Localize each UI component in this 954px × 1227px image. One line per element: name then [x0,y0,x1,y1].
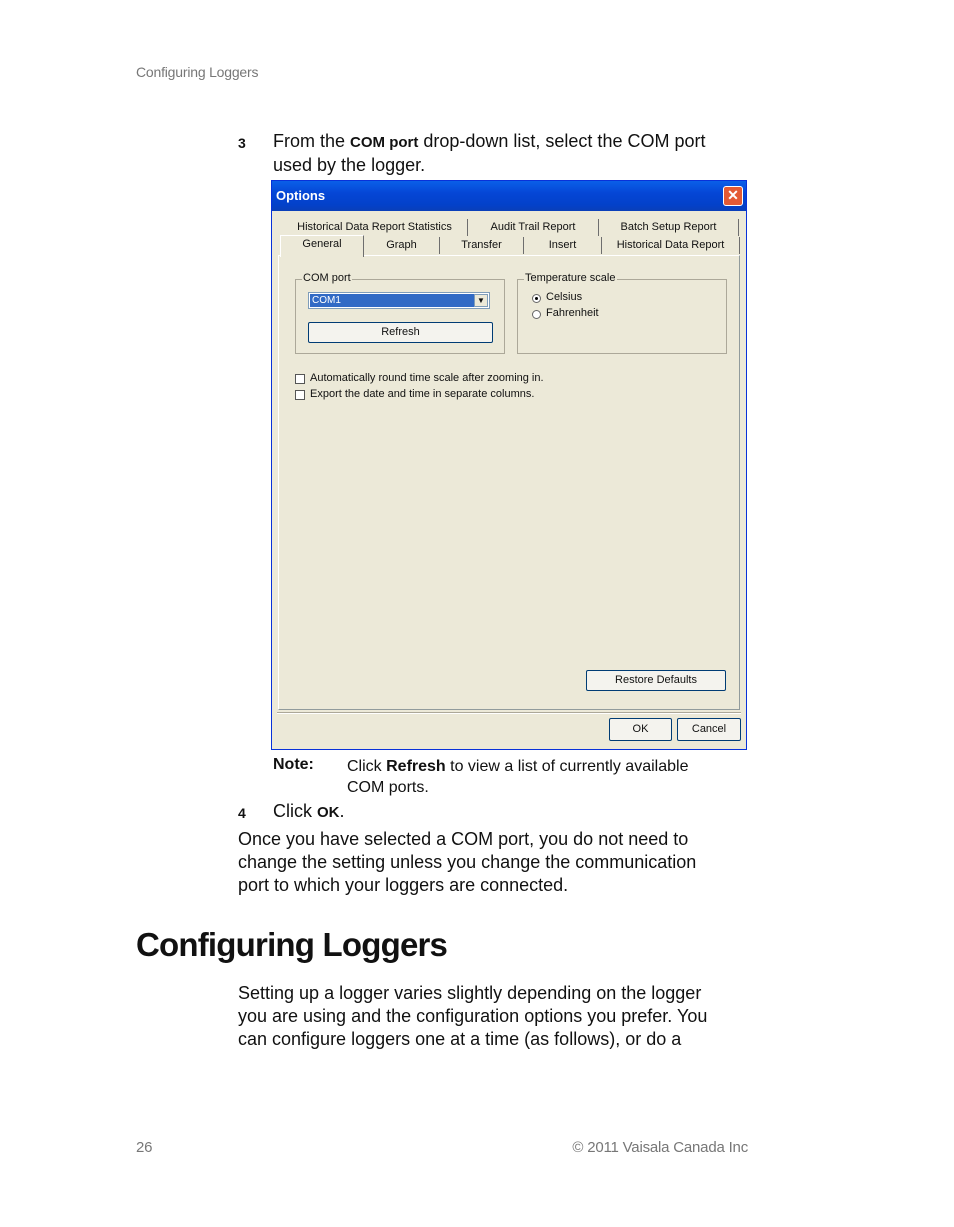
paragraph-1 [238,828,798,897]
tab-audit-trail-report[interactable]: Audit Trail Report [468,219,599,236]
ok-term: OK [317,804,340,821]
temperature-scale-group [517,272,727,354]
note-label: Note: [273,756,314,773]
page-number: 26 [136,1139,153,1156]
fahrenheit-radio[interactable] [532,310,541,319]
general-tab-panel [278,255,740,710]
step-3-text [273,130,753,177]
tab-batch-setup-report[interactable]: Batch Setup Report [599,219,739,236]
com-port-term: COM port [350,134,419,151]
step-number: 4 [238,805,246,821]
tab-historical-data-report[interactable]: Historical Data Report [602,237,740,254]
dialog-separator [277,712,741,714]
com-port-selected: COM1 [310,294,474,307]
step-4-text-after: . [339,801,345,821]
section-heading: Configuring Loggers [136,926,448,963]
step-3-text-after: drop-down list, select the COM port [418,131,706,151]
dialog-titlebar[interactable] [272,181,746,211]
celsius-label: Celsius [546,291,583,303]
tab-insert[interactable]: Insert [524,237,602,254]
paragraph-2-line: can configure loggers one at a time (as follows), or do a [238,1029,682,1049]
paragraph-2-line: Setting up a logger varies slightly depending on the logger [238,983,702,1003]
chevron-down-icon[interactable]: ▼ [474,294,488,307]
com-port-group [295,272,505,354]
export-separate-label: Export the date and time in separate columns. [310,388,535,400]
com-port-dropdown[interactable] [308,292,490,309]
paragraph-2 [238,982,818,1051]
running-head: Configuring Loggers [136,64,259,80]
paragraph-1-line: port to which your loggers are connected. [238,875,569,895]
ok-button[interactable]: OK [609,718,672,741]
refresh-term: Refresh [386,758,446,775]
dialog-title: Options [276,188,326,203]
step-3-text-before: From the [273,131,351,151]
paragraph-1-line: change the setting unless you change the communication [238,852,697,872]
tab-graph[interactable]: Graph [364,237,440,254]
note-line2: COM ports. [347,779,429,796]
export-separate-checkbox[interactable] [295,390,305,400]
note-text [347,756,767,798]
step-4-text-before: Click [273,801,317,821]
restore-defaults-button[interactable]: Restore Defaults [586,670,726,691]
copyright: © 2011 Vaisala Canada Inc [572,1139,748,1156]
paragraph-1-line: Once you have selected a COM port, you do not need to [238,829,689,849]
options-dialog [271,180,747,750]
celsius-radio[interactable] [532,294,541,303]
fahrenheit-label: Fahrenheit [546,307,599,319]
refresh-button[interactable]: Refresh [308,322,493,343]
auto-round-label: Automatically round time scale after zooming in. [310,372,544,384]
tab-general[interactable]: General [280,235,364,257]
step-4-text [273,800,345,824]
note-text-after: to view a list of currently available [445,758,689,775]
tab-historical-data-report-statistics[interactable]: Historical Data Report Statistics [282,219,468,236]
paragraph-2-line: you are using and the configuration options you prefer. You [238,1006,708,1026]
step-number: 3 [238,135,246,151]
cancel-button[interactable]: Cancel [677,718,741,741]
step-3-line2: used by the logger. [273,155,426,175]
note-text-before: Click [347,758,387,775]
temperature-scale-label: Temperature scale [525,272,616,284]
auto-round-checkbox[interactable] [295,374,305,384]
tab-transfer[interactable]: Transfer [440,237,524,254]
close-icon[interactable]: ✕ [723,186,743,206]
com-port-group-label: COM port [303,272,351,284]
